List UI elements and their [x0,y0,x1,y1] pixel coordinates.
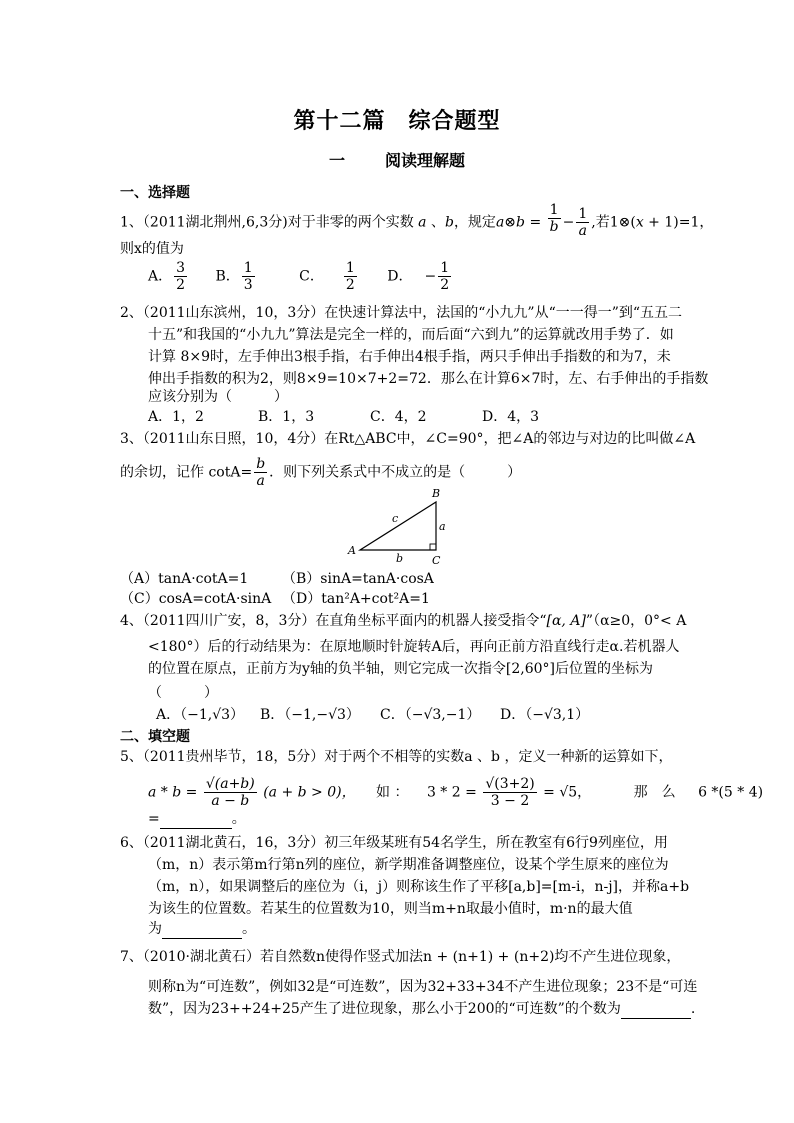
q5-line1: 5、（2011贵州毕节，18，5分）对于两个不相等的实数a 、b ，定义一种新的运算如下， [120,749,673,765]
q3-option-a: （A）tanA·cotA=1 [120,571,249,587]
page-subtitle [0,148,794,171]
q3-line1: 3、（2011山东日照，10，4分）在Rt△ABC中，∠C=90°，把∠A的邻边与对边的比叫做∠A [120,431,696,447]
q2-options [148,408,539,426]
q4-option-c: C．（−√3,−1） [380,707,481,723]
q3-option-c: （C）cosA=cotA·sinA [120,591,272,607]
vertex-b-label: B [432,487,441,500]
q2-line3: 计算 8×9时，左手伸出3根手指，右手伸出4根手指，两只手伸出手指数的和为7，未 [148,349,671,365]
right-triangle-figure [340,486,460,566]
q2-line4: 伸出手指数的积为2，则8×9=10×7+2=72．那么在计算6×7时，左、右手伸出的手指数 [148,371,709,387]
q1-options [148,260,453,293]
q4-line3: 的位置在原点，正前方为y轴的负半轴，则它完成一次指令[2,60°]后位置的坐标为 [148,661,654,677]
page-title: 第十二篇 综合题型 [293,108,501,134]
q5-answer-blank[interactable] [160,810,232,829]
side-c-label: c [392,512,399,525]
q4-line1: 4、（2011四川广安，8，3分）在直角坐标平面内的机器人接受指令“[α, A]”（α≥0，0°< A [120,613,687,629]
q5-line3: = 。 [148,811,246,827]
q7-line3: 数”，因为23++24+25产生了进位现象，那么小于200的“可连数”的个数为 . [148,1001,696,1017]
q1-line1: 1、（2011湖北荆州,6,3分)对于非零的两个实数 a 、b，规定a⊗b = $\frac{1}{b}$ − $\frac{1}{a}$ ,若1⊗(x + 1)=1， [120,202,714,239]
q2-line5: 应该分别为（ ） [148,389,288,405]
q2-option-a: A．1，2 [148,409,204,425]
q6-line4: 为该生的位置数。若某生的位置数为10，则当m+n取最小值时，m·n的最大值 [148,901,633,917]
q1-option-b: B． $\frac{1}{3}$ [215,260,253,293]
section-fill-heading: 二、填空题 [120,729,190,745]
q5-line2: a * b = $\frac{√(a+b)}{a - b}$ (a + b > 0)， 如 ： 3 * 2 = $\frac{√(3+2)}{3 - 2}$ = √5， 那 么 6 *(5 * 4) [148,776,764,809]
side-a-label: a [439,520,446,533]
q3-options-row1 [120,570,434,588]
q6-line2: （m，n）表示第m行第n列的座位，新学期准备调整座位，设某个学生原来的座位为 [148,857,669,873]
q1-option-c: C． $\frac{1}{2}$ [299,260,355,293]
q6-line3: （m，n），如果调整后的座位为（i，j）则称该生作了平移[a,b]=[m-i，n-j]，并称a+b [148,879,690,895]
section-choice-heading: 一、选择题 [120,185,190,201]
q4-line2: <180°）后的行动结果为：在原地顺时针旋转A后，再向正前方沿直线行走α.若机器人 [148,639,680,655]
q2-option-b: B．1，3 [258,409,315,425]
subtitle-text: 阅读理解题 [385,151,466,170]
q4-option-d: D．（−√3,1） [500,707,590,723]
q6-answer-blank[interactable] [162,920,242,939]
q4-options [156,706,589,724]
q1-line2: 则x的值为 [120,241,184,257]
q3-options-row2 [120,590,430,608]
q2-line1: 2、（2011山东滨州，10，3分）在快速计算法中，法国的“小九九”从“一一得一”到“五五二 [120,305,683,321]
vertex-c-label: C [432,554,441,566]
q3-option-b: （B）sinA=tanA·cosA [282,571,434,587]
q2-line2: 十五”和我国的“小九九”算法是完全一样的，而后面“六到九”的运算就改用手势了．如 [148,327,674,343]
vertex-a-label: A [348,544,356,557]
q2-option-c: C．4，2 [370,409,427,425]
q3-option-d: （D）tan²A+cot²A=1 [282,591,430,607]
subtitle-number: 一 [328,151,345,170]
q7-line2: 则称n为“可连数”，例如32是“可连数”，因为32+33+34不产生进位现象；23不是“可连 [148,979,698,995]
q1-option-a: A． $\frac{3}{2}$ [148,260,186,293]
q3-line2: 的余切，记作 cotA= $\frac{b}{a}$ ．则下列关系式中不成立的是（ ） [120,456,522,489]
q1-option-d: D． − $\frac{1}{2}$ [387,260,450,293]
side-b-label: b [396,552,404,565]
q2-option-d: D．4，3 [482,409,540,425]
q6-line5: 为 。 [148,921,256,937]
q7-answer-blank[interactable] [621,1000,691,1019]
q4-option-a: A．（−1,√3） [156,707,245,723]
q4-option-b: B．（−1,−√3） [260,707,360,723]
q4-line4: （ ） [148,685,218,701]
q6-line1: 6、（2011湖北黄石，16，3分）初三年级某班有54名学生，所在教室有6行9列座位，用 [120,835,668,851]
q7-line1: 7、（2010·湖北黄石）若自然数n使得作竖式加法n + (n+1) + (n+2)均不产生进位现象， [120,949,681,965]
